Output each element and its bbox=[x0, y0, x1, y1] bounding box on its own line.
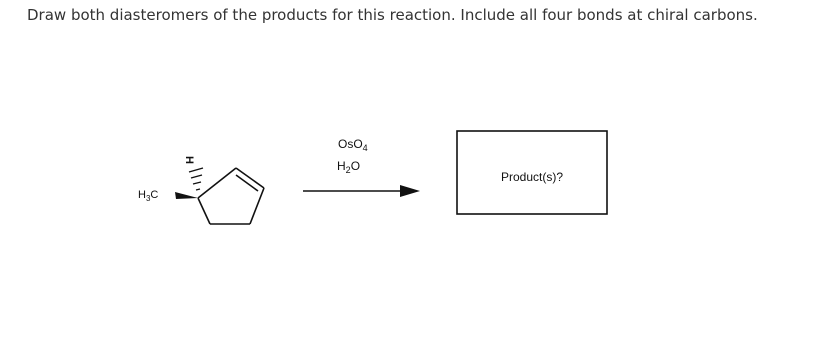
hydrogen-label: H bbox=[183, 156, 195, 164]
hashed-bond-h bbox=[189, 168, 203, 190]
reaction-arrow-icon bbox=[303, 185, 420, 197]
wedge-bond-methyl bbox=[175, 192, 198, 199]
reagent-water: $H_2O$ bbox=[337, 159, 361, 175]
reagent-oso4: OsO$_4$ bbox=[338, 137, 368, 153]
product-box-label: Product(s)? bbox=[500, 170, 564, 184]
cyclopentene-ring-icon bbox=[198, 168, 264, 224]
question-text: Draw both diasteromers of the products for this reaction. Include all four bonds at chiral carbons. bbox=[27, 6, 758, 24]
methyl-label: $H_3C$ bbox=[138, 189, 159, 203]
